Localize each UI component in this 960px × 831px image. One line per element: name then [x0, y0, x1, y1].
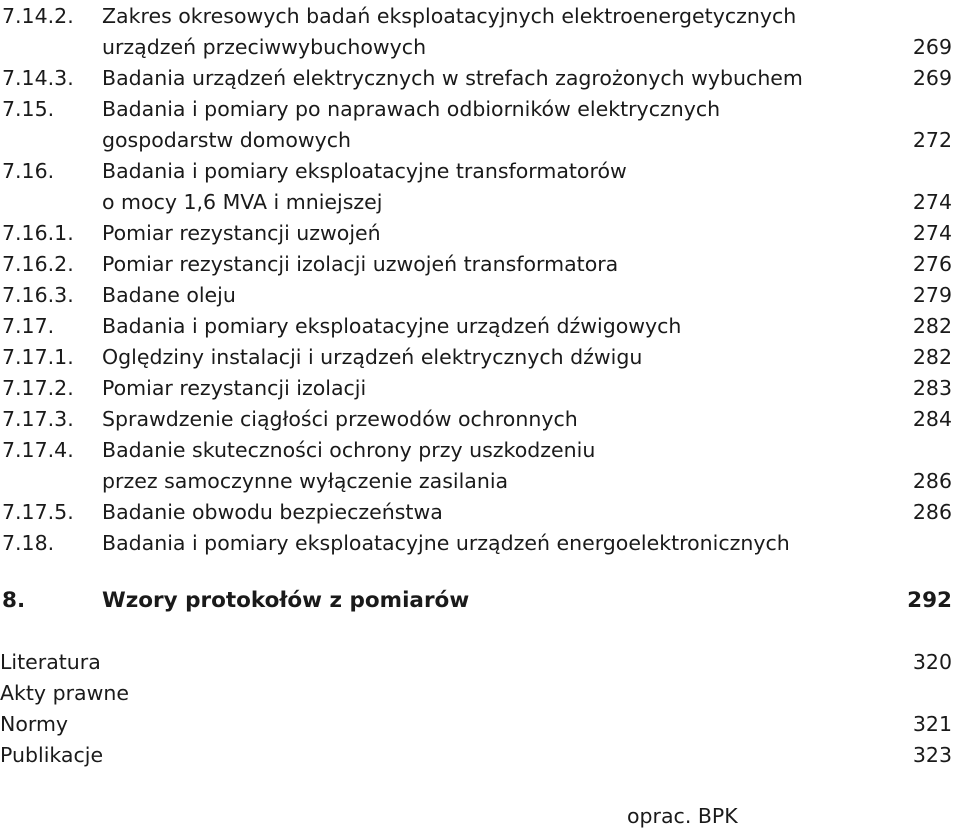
toc-entry-number: 7.15.: [2, 97, 55, 121]
toc-line: [0, 404, 956, 434]
toc-line: [0, 187, 956, 217]
toc-back-matter-title: Literatura: [0, 650, 101, 674]
toc-line: [0, 280, 956, 310]
toc-entry-number: 7.17.2.: [2, 376, 74, 400]
toc-entry-number: 7.17.4.: [2, 438, 74, 462]
toc-entry-title: Pomiar rezystancji izolacji uzwojeń transformatora: [102, 252, 619, 276]
toc-back-matter-page: 320: [912, 650, 952, 674]
toc-line: [0, 373, 956, 403]
toc-entry-page: 286: [912, 469, 952, 493]
toc-entry-title: Badania i pomiary eksploatacyjne transformatorów: [102, 159, 627, 183]
toc-entry-title: Pomiar rezystancji izolacji: [102, 376, 367, 400]
toc-entry-title: Sprawdzenie ciągłości przewodów ochronnych: [102, 407, 578, 431]
toc-back-matter-title: Publikacje: [0, 743, 104, 767]
toc-back-matter-line: [0, 647, 956, 677]
toc-line: [0, 1, 956, 31]
toc-chapter-title: Wzory protokołów z pomiarów: [102, 588, 470, 613]
toc-back-matter-line: [0, 740, 956, 770]
toc-entry-page: 286: [912, 500, 952, 524]
toc-line: [0, 466, 956, 496]
toc-entry-page: 269: [912, 66, 952, 90]
toc-entry-title: Oględziny instalacji i urządzeń elektrycznych dźwigu: [102, 345, 643, 369]
toc-line: [0, 218, 956, 248]
toc-entry-number: 7.16.1.: [2, 221, 74, 245]
toc-entry-title: Badanie obwodu bezpieczeństwa: [102, 500, 443, 524]
toc-line: [0, 94, 956, 124]
toc-line: [0, 249, 956, 279]
toc-line: [0, 497, 956, 527]
toc-entry-number: 7.16.3.: [2, 283, 74, 307]
toc-back-matter-line: [0, 678, 956, 708]
toc-line: [0, 156, 956, 186]
toc-chapter-number: 8.: [2, 588, 26, 613]
toc-entry-page: 269: [912, 35, 952, 59]
toc-line: [0, 342, 956, 372]
toc-back-matter-page: 323: [912, 743, 952, 767]
toc-line: [0, 63, 956, 93]
toc-entry-title: Badane oleju: [102, 283, 236, 307]
toc-entry-number: 7.16.: [2, 159, 55, 183]
toc-entry-title: Pomiar rezystancji uzwojeń: [102, 221, 381, 245]
toc-entry-page: 284: [912, 407, 952, 431]
toc-entry-title: Badanie skuteczności ochrony przy uszkodzeniu: [102, 438, 596, 462]
toc-entry-number: 7.17.1.: [2, 345, 74, 369]
toc-entry-page: 274: [912, 190, 952, 214]
toc-line: [0, 528, 956, 558]
toc-entry-number: 7.17.5.: [2, 500, 74, 524]
toc-entry-number: 7.18.: [2, 531, 55, 555]
toc-line: [0, 435, 956, 465]
toc-entry-number: 7.17.: [2, 314, 55, 338]
toc-entry-page: 282: [912, 345, 952, 369]
toc-back-matter-title: Akty prawne: [0, 681, 129, 705]
toc-back-matter-title: Normy: [0, 712, 69, 736]
toc-entry-number: 7.17.3.: [2, 407, 74, 431]
toc-back-matter-line: [0, 709, 956, 739]
toc-entry-number: 7.16.2.: [2, 252, 74, 276]
toc-entry-title: Badania i pomiary po naprawach odbiorników elektrycznych: [102, 97, 721, 121]
toc-entry-title: gospodarstw domowych: [102, 128, 352, 152]
toc-entry-title: przez samoczynne wyłączenie zasilania: [102, 469, 509, 493]
toc-entry-page: 283: [912, 376, 952, 400]
toc-line: [0, 311, 956, 341]
toc-entry-page: 282: [912, 314, 952, 338]
toc-line: [0, 32, 956, 62]
toc-entry-number: 7.14.3.: [2, 66, 74, 90]
toc-entry-title: Zakres okresowych badań eksploatacyjnych elektroenergetycznych: [102, 4, 797, 28]
toc-entry-page: 279: [912, 283, 952, 307]
toc-line: [0, 125, 956, 155]
toc-entry-page: 272: [912, 128, 952, 152]
toc-chapter-page: 292: [907, 588, 952, 613]
toc-entry-number: 7.14.2.: [2, 4, 74, 28]
toc-entry-title: o mocy 1,6 MVA i mniejszej: [102, 190, 383, 214]
toc-entry-page: 276: [912, 252, 952, 276]
toc-entry-title: Badania i pomiary eksploatacyjne urządzeń energoelektronicznych: [102, 531, 790, 555]
footer-note: oprac. BPK: [627, 804, 738, 828]
toc-back-matter-page: 321: [912, 712, 952, 736]
toc-chapter-heading: [0, 586, 956, 616]
toc-entry-title: Badania urządzeń elektrycznych w strefach zagrożonych wybuchem: [102, 66, 803, 90]
toc-entry-title: urządzeń przeciwwybuchowych: [102, 35, 427, 59]
toc-entry-title: Badania i pomiary eksploatacyjne urządzeń dźwigowych: [102, 314, 682, 338]
toc-entry-page: 274: [912, 221, 952, 245]
